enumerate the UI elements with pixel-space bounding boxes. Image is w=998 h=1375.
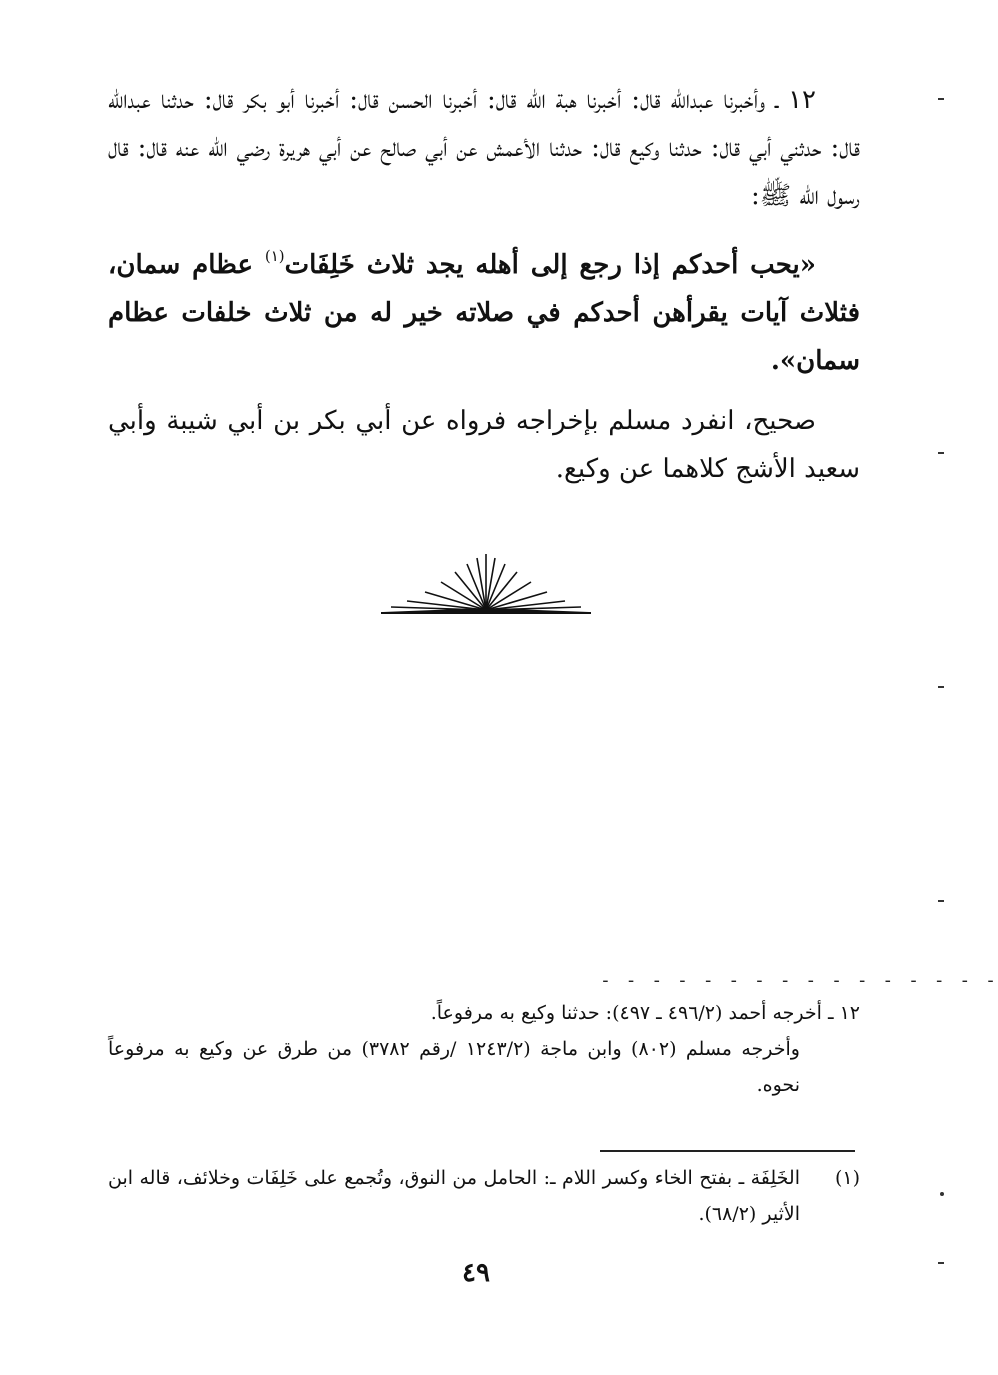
hadith-text-part-1: «يحب أحدكم إذا رجع إلى أهله يجد ثلاث خَلِفَات bbox=[284, 250, 816, 280]
edge-tick bbox=[938, 1262, 944, 1264]
takhrij-notes bbox=[108, 995, 860, 1103]
edge-tick bbox=[938, 900, 944, 902]
edge-dot bbox=[940, 1192, 944, 1196]
hadith-text bbox=[108, 232, 860, 385]
edge-tick bbox=[938, 686, 944, 688]
footnote-separator bbox=[600, 1150, 855, 1152]
footnote-text: الخَلِفَة ـ بفتح الخاء وكسر اللام ـ: الحامل من النوق، وتُجمع على خَلِفَات وخلائف، قاله ابن الأثير (٦٨/٢). bbox=[108, 1167, 800, 1225]
page-number: ٤٩ bbox=[462, 1258, 490, 1288]
notes-separator: - - - - - - - - - - - - - - - - bbox=[600, 970, 998, 991]
footnote bbox=[108, 1160, 860, 1232]
footnote-row bbox=[108, 1160, 860, 1232]
edge-tick bbox=[938, 98, 944, 100]
hadith-text-part-2: عظام سمان، فثلاث آيات يقرأهن أحدكم في صلاته خير له من ثلاث خلفات عظام سمان». bbox=[108, 250, 860, 376]
edge-tick bbox=[938, 452, 944, 454]
footnote-marker: (١) bbox=[264, 247, 285, 265]
grading-paragraph: صحيح، انفرد مسلم بإخراجه فرواه عن أبي بكر بن أبي شيبة وأبي سعيد الأشج كلاهما عن وكيع. bbox=[108, 406, 860, 484]
sunburst-ornament bbox=[381, 552, 591, 616]
main-text bbox=[108, 76, 860, 505]
takhrij-line-1: ١٢ ـ أخرجه أحمد (٤٩٦/٢ ـ ٤٩٧): حدثنا وكيع به مرفوعاً. bbox=[430, 1002, 860, 1024]
footnote-number: (١) bbox=[834, 1167, 860, 1189]
takhrij-line-2: وأخرجه مسلم (٨٠٢) وابن ماجة (١٢٤٣/٢ /رقم ٣٧٨٢) من طرق عن وكيع به مرفوعاً نحوه. bbox=[108, 1038, 800, 1096]
isnad-paragraph: ١٢ ـ وأخبرنا عبدالله قال: أخبرنا هبة الله قال: أخبرنا الحسن قال: أخبرنا أبو بكر قال: حدثنا عبدالله قال: حدثني أبي قال: حدثنا وكيع قال: حدثنا الأعمش عن أبي صالح عن أبي هريرة رضي الله عنه قال: قال رسول الله ﷺ: bbox=[108, 85, 860, 211]
